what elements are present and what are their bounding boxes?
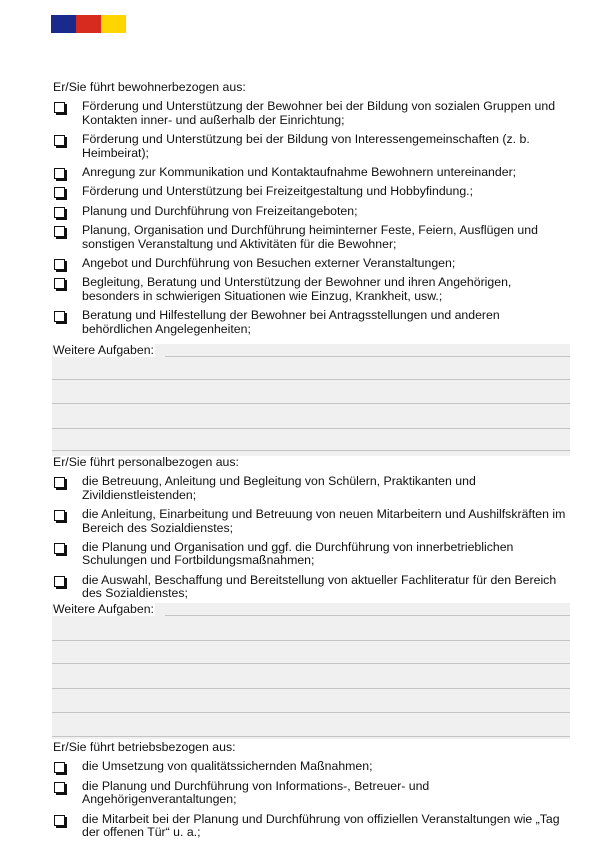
checkbox-item[interactable] — [52, 508, 572, 535]
weitere-aufgaben-field[interactable] — [52, 344, 570, 456]
checkbox-item[interactable] — [52, 813, 572, 840]
checkbox-item[interactable] — [52, 541, 572, 568]
checkbox-label: die Planung und Organisation und ggf. die Durchführung von innerbetrieblichen Schulungen und Fortbildungsmaßnahmen; — [82, 540, 514, 568]
checkbox-label: Förderung und Unterstützung bei der Bildung von Interessengemeinschaften (z. b. Heimbeirat); — [82, 132, 530, 160]
write-line — [52, 379, 570, 380]
checkbox-label: Planung und Durchführung von Freizeitangeboten; — [82, 203, 358, 218]
write-line — [52, 640, 570, 641]
checkbox-label: Förderung und Unterstützung der Bewohner bei der Bildung von sozialen Gruppen und Kontakten inner- und außerhalb der Einrichtung; — [82, 99, 556, 127]
checkbox-item[interactable] — [52, 185, 572, 198]
weitere-aufgaben-label: Weitere Aufgaben: — [53, 602, 154, 616]
write-line — [52, 403, 570, 404]
checkbox-label: Förderung und Unterstützung bei Freizeitgestaltung und Hobbyfindung.; — [82, 184, 474, 199]
checkbox-item[interactable] — [52, 166, 572, 179]
flag-stripe-yellow — [101, 15, 126, 33]
checkbox-label: Anregung zur Kommunikation und Kontaktaufnahme Bewohnern untereinander; — [82, 165, 517, 180]
checkbox-icon[interactable] — [54, 226, 65, 237]
checkbox-icon[interactable] — [54, 135, 65, 146]
flag-stripe-red — [76, 15, 101, 33]
write-line — [52, 712, 570, 713]
checkbox-icon[interactable] — [54, 278, 65, 289]
checkbox-label: Planung, Organisation und Durchführung heiminterner Feste, Feiern, Ausflügen und sonstigen Veranstaltung und Aktivitäten für die Bewohner; — [82, 223, 538, 251]
checkbox-label: Beratung und Hilfestellung der Bewohner bei Antragsstellungen und anderen behördlichen Angelegenheiten; — [82, 308, 500, 336]
checkbox-label: die Planung und Durchführung von Informations-, Betreuer- und Angehörigenverantaltungen; — [82, 778, 430, 807]
checkbox-label: die Anleitung, Einarbeitung und Betreuung von neuen Mitarbeitern und Aushilfskräften im Bereich des Sozialdienstes; — [82, 507, 566, 535]
checkbox-icon[interactable] — [54, 311, 65, 322]
checkbox-item[interactable] — [52, 205, 572, 218]
weitere-aufgaben-field[interactable] — [52, 603, 570, 739]
write-line — [52, 428, 570, 429]
write-line — [52, 450, 570, 451]
checkbox-item[interactable] — [52, 574, 572, 601]
checkbox-label: die Mitarbeit bei der Planung und Durchführung von offiziellen Veranstaltungen wie „Tag der offenen Tür“ u. a.; — [82, 811, 560, 840]
section-personalbezogen — [52, 456, 572, 607]
checkbox-label: Angebot und Durchführung von Besuchen externer Veranstaltungen; — [82, 256, 456, 271]
checkbox-icon[interactable] — [54, 815, 65, 826]
write-line — [165, 615, 570, 616]
checkbox-item[interactable] — [52, 276, 572, 303]
weitere-aufgaben-label: Weitere Aufgaben: — [53, 343, 154, 357]
write-line — [52, 663, 570, 664]
section-heading: Er/Sie führt personalbezogen aus: — [53, 455, 239, 469]
write-line — [52, 688, 570, 689]
checkbox-icon[interactable] — [54, 102, 65, 113]
checkbox-icon[interactable] — [54, 762, 65, 773]
flag-logo — [51, 15, 126, 33]
flag-stripe-blue — [51, 15, 76, 33]
checkbox-item[interactable] — [52, 309, 572, 336]
checkbox-icon[interactable] — [54, 576, 65, 587]
checkbox-icon[interactable] — [54, 259, 65, 270]
checkbox-item[interactable] — [52, 133, 572, 160]
checkbox-icon[interactable] — [54, 207, 65, 218]
checkbox-item[interactable] — [52, 475, 572, 502]
checkbox-label: die Umsetzung von qualitätssichernden Maßnahmen; — [82, 759, 373, 774]
section-betriebsbezogen — [52, 741, 572, 845]
checkbox-icon[interactable] — [54, 477, 65, 488]
checkbox-item[interactable] — [52, 100, 572, 127]
checkbox-label: Begleitung, Beratung und Unterstützung der Bewohner und ihren Angehörigen, besonders in schwierigen Situationen wie Einzug, Krankheit, usw.; — [82, 275, 512, 303]
checkbox-icon[interactable] — [54, 543, 65, 554]
section-heading: Er/Sie führt betriebsbezogen aus: — [53, 740, 236, 754]
section-heading: Er/Sie führt bewohnerbezogen aus: — [53, 80, 246, 94]
checkbox-item[interactable] — [52, 780, 572, 807]
section-bewohnerbezogen — [52, 81, 572, 342]
write-line — [52, 736, 570, 737]
checkbox-label: die Betreuung, Anleitung und Begleitung von Schülern, Praktikanten und Zivildienstleistenden; — [82, 474, 476, 502]
checkbox-icon[interactable] — [54, 168, 65, 179]
checkbox-icon[interactable] — [54, 187, 65, 198]
write-line — [165, 356, 570, 357]
checkbox-icon[interactable] — [54, 510, 65, 521]
checkbox-icon[interactable] — [54, 782, 65, 793]
checkbox-item[interactable] — [52, 257, 572, 270]
checkbox-item[interactable] — [52, 224, 572, 251]
checkbox-item[interactable] — [52, 760, 572, 773]
checkbox-label: die Auswahl, Beschaffung und Bereitstellung von aktueller Fachliteratur für den Bereich des Sozialdienstes; — [82, 572, 557, 601]
